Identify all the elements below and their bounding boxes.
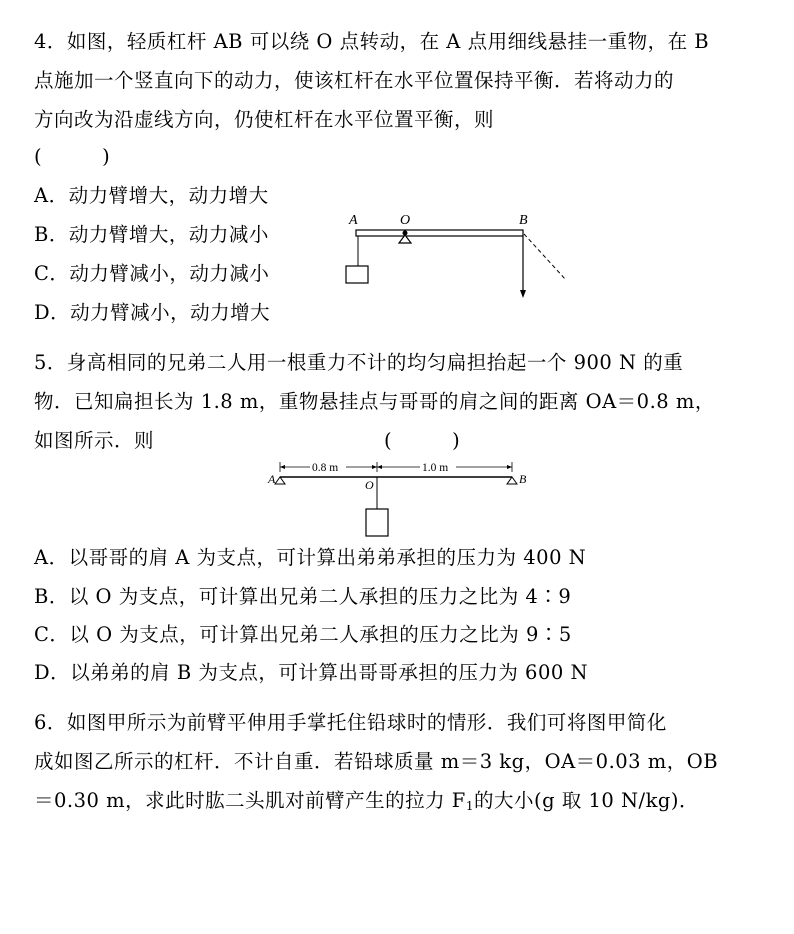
- q6-stem-line-3: [34, 789, 699, 818]
- q5-shoulder-a: [275, 477, 285, 484]
- q4-answer-bracket: ( ): [34, 145, 111, 168]
- q4-option-c[interactable]: C．动力臂减小，动力减小: [34, 262, 270, 285]
- q4-stem-line-1: 4．如图，轻质杠杆 AB 可以绕 O 点转动，在 A 点用细线悬挂一重物，在 B: [34, 30, 710, 53]
- q5-label-o: O: [365, 478, 374, 492]
- q5-option-c[interactable]: C．以 O 为支点，可计算出兄弟二人承担的压力之比为 9∶5: [34, 623, 572, 646]
- q5-label-b: B: [519, 472, 527, 486]
- q5-dim-left: 0.8 m: [312, 462, 339, 474]
- q4-label-o: O: [400, 213, 411, 228]
- q4-option-b[interactable]: B．动力臂增大，动力减小: [34, 223, 269, 246]
- q4-stem-line-3: 方向改为沿虚线方向，仍使杠杆在水平位置平衡，则: [34, 108, 495, 131]
- q6-line3-pre: ＝0.30 m，求此时肱二头肌对前臂产生的拉力 F: [34, 789, 466, 812]
- q4-option-a[interactable]: A．动力臂增大，动力增大: [34, 184, 269, 207]
- q5-stem-line-3: 如图所示．则: [34, 429, 155, 452]
- q6-line3-sub: 1: [465, 799, 474, 813]
- q5-pole-figure: [262, 456, 532, 540]
- q5-label-a: A: [268, 472, 276, 486]
- q4-lever-bar: [356, 230, 523, 236]
- q5-answer-bracket: ( ): [384, 429, 461, 452]
- q5-option-b[interactable]: B．以 O 为支点，可计算出兄弟二人承担的压力之比为 4∶9: [34, 585, 572, 608]
- q6-stem-line-2: 成如图乙所示的杠杆．不计自重．若铅球质量 m＝3 kg，OA＝0.03 m，OB: [34, 750, 719, 773]
- q5-shoulder-b: [507, 477, 517, 484]
- q5-stem-line-1: 5．身高相同的兄弟二人用一根重力不计的均匀扁担抬起一个 900 N 的重: [34, 351, 684, 374]
- q5-stem-line-2: 物．已知扁担长为 1.8 m，重物悬挂点与哥哥的肩之间的距离 OA＝0.8 m，: [34, 390, 715, 413]
- q5-option-d[interactable]: D．以弟弟的肩 B 为支点，可计算出哥哥承担的压力为 600 N: [34, 661, 589, 684]
- q4-option-d[interactable]: D．动力臂减小，动力增大: [34, 301, 271, 324]
- q5-dim-right: 1.0 m: [422, 462, 449, 474]
- q5-option-a[interactable]: A．以哥哥的肩 A 为支点，可计算出弟弟承担的压力为 400 N: [34, 546, 587, 569]
- q6-line3-post: 的大小(g 取 10 N/kg)．: [473, 789, 700, 812]
- q6-stem-line-1: 6．如图甲所示为前臂平伸用手掌托住铅球时的情形．我们可将图甲简化: [34, 711, 667, 734]
- q4-label-b: B: [519, 213, 528, 228]
- q4-dashed-direction: [524, 234, 566, 280]
- q4-label-a: A: [349, 213, 358, 228]
- q5-weight-box: [366, 509, 388, 536]
- q4-weight-box: [346, 266, 368, 283]
- q4-force-arrowhead: [520, 290, 526, 298]
- q4-stem-line-2: 点施加一个竖直向下的动力，使该杠杆在水平位置保持平衡．若将动力的: [34, 69, 675, 92]
- q4-lever-figure: [340, 208, 580, 304]
